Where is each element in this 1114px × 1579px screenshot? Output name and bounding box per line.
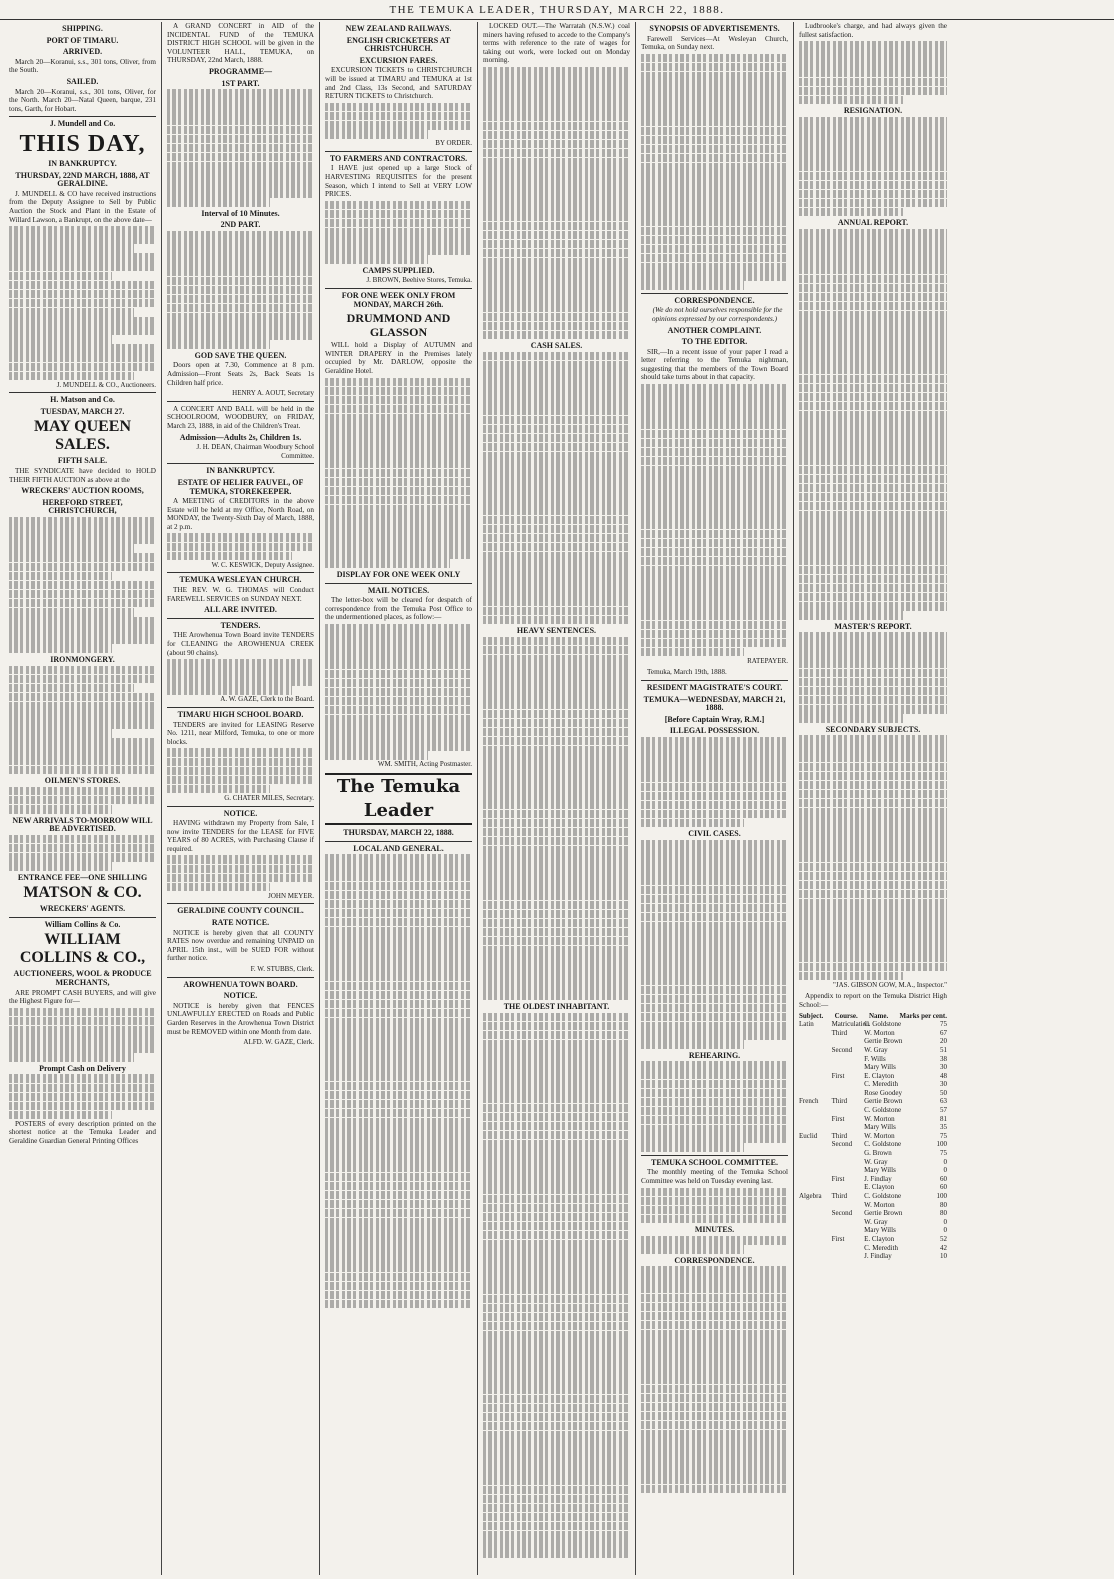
- table-row: [799, 1235, 947, 1244]
- oldest-inhabitant: THE OLDEST INHABITANT.: [503, 1002, 610, 1012]
- cell-subject: [799, 1218, 832, 1227]
- cell-course: [832, 1201, 865, 1210]
- cell-course: First: [831, 1234, 845, 1243]
- notice-text: HAVING withdrawn my Property from Sale, I now invite TENDERS for the LEASE for FIVE YEARS of 80 ACRES, with Purchasing Clause if required.: [167, 819, 314, 853]
- cell-name: W. Gray: [864, 1157, 888, 1166]
- column-3: [320, 22, 478, 1575]
- cell-subject: [799, 1106, 832, 1115]
- one-week-heading: FOR ONE WEEK ONLY FROM MONDAY, MARCH 26th.: [341, 291, 456, 309]
- cell-course: Second: [831, 1140, 853, 1149]
- arowhenua-heading: AROWHENUA TOWN BOARD.: [183, 979, 298, 989]
- drummond-text: WILL hold a Display of AUTUMN and WINTER DRAPERY in the Premises lately occupied by Mr. DARLOW, opposite the Geraldine Hotel.: [325, 341, 472, 375]
- table-row: [799, 1055, 947, 1064]
- cell-name: Gertie Brown: [864, 1037, 903, 1046]
- railways-heading: NEW ZEALAND RAILWAYS.: [345, 24, 452, 33]
- illegal-possession: ILLEGAL POSSESSION.: [669, 726, 760, 736]
- geraldine-heading: GERALDINE COUNTY COUNCIL.: [177, 906, 304, 916]
- cell-course: [832, 1055, 865, 1064]
- marks-table: [799, 1020, 947, 1261]
- cell-marks: 80: [940, 1209, 947, 1218]
- cell-marks: 100: [936, 1140, 947, 1149]
- cell-subject: [799, 1089, 832, 1098]
- notice-heading: NOTICE.: [223, 808, 258, 818]
- notice2-heading: NOTICE.: [223, 991, 258, 1001]
- arrived-text: March 20—Koranui, s.s., 301 tons, Oliver, from the South.: [9, 57, 156, 75]
- cell-marks: 60: [940, 1174, 947, 1183]
- correspondence2-heading: CORRESPONDENCE.: [674, 1255, 755, 1265]
- cell-subject: [799, 1072, 832, 1081]
- collins-firm: William Collins & Co.: [44, 919, 121, 929]
- cell-marks: 50: [940, 1088, 947, 1097]
- mail-text: The letter-box will be cleared for despatch of correspondence from the Temuka Post Office to the undermentioned places, as follow:—: [325, 596, 472, 622]
- cell-course: Third: [831, 1097, 848, 1106]
- table-row: [799, 1029, 947, 1038]
- cell-course: Third: [831, 1131, 848, 1140]
- cell-subject: Latin: [799, 1020, 814, 1029]
- cell-marks: 75: [940, 1149, 947, 1158]
- cell-subject: [799, 1029, 832, 1038]
- column-1: [4, 22, 162, 1575]
- court-heading: RESIDENT MAGISTRATE'S COURT.: [646, 683, 783, 693]
- cell-marks: 42: [940, 1243, 947, 1252]
- cricketers-heading: ENGLISH CRICKETERS AT CHRISTCHURCH.: [346, 35, 451, 54]
- matson-heading: MATSON & CO.: [23, 884, 142, 902]
- cell-name: Gertie Brown: [864, 1209, 903, 1218]
- cell-marks: 100: [936, 1192, 947, 1200]
- table-row: [799, 1072, 947, 1081]
- another-complaint: ANOTHER COMPLAINT.: [667, 325, 762, 335]
- interval: Interval of 10 Minutes.: [201, 208, 280, 218]
- cell-name: Mary Wills: [864, 1166, 896, 1175]
- cell-marks: 20: [940, 1037, 947, 1046]
- table-row: [799, 1226, 947, 1235]
- cell-marks: 52: [940, 1234, 947, 1243]
- cell-marks: 67: [940, 1028, 947, 1037]
- table-row: [799, 1175, 947, 1184]
- cell-name: W. Gray: [864, 1045, 888, 1054]
- table-row: [799, 1149, 947, 1158]
- cell-course: [832, 1037, 865, 1046]
- cell-name: W. Morton: [864, 1114, 895, 1123]
- cell-name: F. Wills: [864, 1054, 886, 1063]
- woodbury-admission: Admission—Adults 2s, Children 1s.: [179, 432, 302, 442]
- cell-course: [832, 1158, 865, 1167]
- first-part: 1ST PART.: [221, 78, 260, 88]
- wesleyan-heading: TEMUKA WESLEYAN CHURCH.: [179, 575, 302, 585]
- local-general-heading: LOCAL AND GENERAL.: [353, 843, 444, 853]
- school-committee-text: The monthly meeting of the Temuka School Committee was held on Tuesday evening last.: [641, 1168, 788, 1185]
- cell-name: C. Goldstone: [864, 1020, 902, 1029]
- annual-report-heading: ANNUAL REPORT.: [837, 218, 909, 228]
- cell-course: [832, 1123, 865, 1132]
- cell-subject: [799, 1209, 832, 1218]
- cell-name: E. Clayton: [864, 1071, 895, 1080]
- entrance-fee: ENTRANCE FEE—ONE SHILLING: [17, 872, 148, 882]
- cell-subject: [799, 1037, 832, 1046]
- bankruptcy2-heading: IN BANKRUPTCY.: [206, 466, 275, 476]
- cell-marks: 10: [940, 1252, 947, 1261]
- cell-course: [832, 1063, 865, 1072]
- cell-marks: 63: [940, 1097, 947, 1106]
- masthead: THE TEMUKA LEADER, THURSDAY, MARCH 22, 1888.: [0, 0, 1114, 20]
- fifth-sale: FIFTH SALE.: [57, 456, 108, 466]
- cell-subject: [799, 1115, 832, 1124]
- cell-subject: [799, 1046, 832, 1055]
- collins-heading: WILLIAM COLLINS & CO.,: [19, 931, 146, 967]
- cell-name: W. Morton: [864, 1028, 895, 1037]
- cell-name: G. Brown: [864, 1149, 892, 1158]
- correspondence-note: (We do not hold ourselves responsible for the opinions expressed by our correspondents.): [651, 306, 783, 323]
- table-row: [799, 1037, 947, 1046]
- wesleyan-text: THE REV. W. G. THOMAS will Conduct FAREWELL SERVICES on SUNDAY NEXT.: [167, 585, 314, 603]
- letter-text: SIR,—In a recent issue of your paper I read a letter referring to the Temuka nightman, suggesting that the members of the Town Board should take turns about in that capacity.: [641, 347, 788, 382]
- cell-marks: 60: [940, 1183, 947, 1192]
- appendix-text: Appendix to report on the Temuka District High School:—: [799, 992, 947, 1009]
- wreckers-agents: WRECKERS' AGENTS.: [39, 904, 126, 914]
- cell-marks: 57: [940, 1106, 947, 1115]
- to-editor: TO THE EDITOR.: [681, 337, 748, 347]
- locked-out-text: LOCKED OUT.—The Warratah (N.S.W.) coal miners having refused to accede to the Company's terms with reference to the rate of wages for taking out work, were locked out on Monday morning.: [483, 22, 630, 65]
- second-part: 2ND PART.: [220, 220, 261, 230]
- header-subject: Subject.: [799, 1011, 824, 1020]
- cell-name: C. Meredith: [864, 1243, 898, 1252]
- doors-text: Doors open at 7.30, Commence at 8 p.m. Admission—Front Seats 2s, Back Seats 1s Children half price.: [167, 361, 314, 387]
- keswick-signature: W. C. KESWICK, Deputy Assignee.: [211, 560, 314, 569]
- correspondence-heading: CORRESPONDENCE.: [674, 295, 755, 305]
- concert-text: A GRAND CONCERT in AID of the INCIDENTAL FUND of the TEMUKA DISTRICT HIGH SCHOOL will be given in the VOLUNTEER HALL, TEMUKA, on THURSDAY, 22nd March, 1888.: [167, 22, 314, 65]
- paper-date: THURSDAY, MARCH 22, 1888.: [343, 828, 454, 838]
- column-4: [478, 22, 636, 1575]
- brown-signature: J. BROWN, Beehive Stores, Temuka.: [366, 276, 472, 285]
- cell-course: [832, 1244, 865, 1253]
- cell-name: W. Morton: [864, 1200, 895, 1209]
- synopsis-text: Farewell Services—At Wesleyan Church, Temuka, on Sunday next.: [641, 34, 788, 52]
- opening-text: Ludbrooke's charge, and had always given the fullest satisfaction.: [799, 22, 947, 39]
- tenders-text: THE Arowhenua Town Board invite TENDERS for CLEANING the AROWHENUA CREEK (about 90 chains).: [167, 631, 314, 657]
- cell-marks: 80: [940, 1200, 947, 1209]
- resignation-heading: RESIGNATION.: [843, 106, 903, 116]
- table-row: [799, 1158, 947, 1167]
- woodbury-text: A CONCERT AND BALL will be held in the SCHOOLROOM, WOODBURY, on FRIDAY, March 23, 1888, in aid of the Children's Treat.: [167, 404, 314, 430]
- marks-table-header: [799, 1012, 947, 1021]
- table-row: [799, 1166, 947, 1175]
- dean-signature: J. H. DEAN, Chairman Woodbury School Committee.: [196, 443, 314, 460]
- excursion-heading: EXCURSION FARES.: [359, 55, 438, 65]
- cell-subject: Algebra: [799, 1192, 822, 1200]
- table-row: [799, 1244, 947, 1253]
- auction-text: J. MUNDELL & CO have received instructions from the Deputy Assignee to Sell by Public Auction the Stock and Plant in the Estate of Willard Lawson, a Bankrupt, on the above date—: [9, 189, 156, 224]
- table-row: [799, 1192, 947, 1201]
- miles-signature: G. CHATER MILES, Secretary.: [224, 793, 314, 802]
- cell-name: Mary Wills: [864, 1063, 896, 1072]
- table-row: [799, 1046, 947, 1055]
- arrivals-heading: NEW ARRIVALS TO-MORROW WILL BE ADVERTISED.: [12, 815, 153, 834]
- cash-sales: CASH SALES.: [530, 341, 583, 351]
- cell-course: First: [831, 1114, 845, 1123]
- farmers-heading: TO FARMERS AND CONTRACTORS.: [329, 153, 468, 163]
- gaze-signature: A. W. GAZE, Clerk to the Board.: [220, 695, 314, 704]
- cell-course: [832, 1080, 865, 1089]
- cell-subject: [799, 1055, 832, 1064]
- table-row: [799, 1201, 947, 1210]
- cell-name: J. Findlay: [864, 1252, 892, 1261]
- table-row: [799, 1089, 947, 1098]
- cell-marks: 0: [943, 1157, 947, 1166]
- cell-marks: 35: [940, 1123, 947, 1132]
- table-row: [799, 1080, 947, 1089]
- cell-marks: 30: [940, 1063, 947, 1072]
- cell-subject: [799, 1244, 832, 1253]
- cell-name: C. Goldstone: [864, 1106, 902, 1115]
- cell-subject: [799, 1175, 832, 1184]
- cell-course: Second: [831, 1045, 853, 1054]
- table-row: [799, 1140, 947, 1149]
- header-marks: Marks per cent.: [899, 1011, 947, 1020]
- shipping-heading: SHIPPING.: [62, 24, 103, 33]
- court-date: TEMUKA—WEDNESDAY, MARCH 21, 1888.: [643, 694, 786, 713]
- this-day-heading: THIS DAY,: [19, 130, 146, 157]
- stubbs-signature: F. W. STUBBS, Clerk.: [250, 965, 314, 973]
- cell-course: [832, 1252, 865, 1261]
- collins-sub: AUCTIONEERS, WOOL & PRODUCE MERCHANTS,: [13, 969, 152, 987]
- cell-name: C. Meredith: [864, 1080, 898, 1089]
- cell-course: Second: [831, 1209, 853, 1218]
- estate-heading: ESTATE OF HELIER FAUVEL, OF TEMUKA, STOREKEEPER.: [177, 477, 304, 496]
- cell-name: Rose Goodey: [864, 1088, 903, 1097]
- cell-name: Mary Wills: [864, 1123, 896, 1132]
- cell-subject: [799, 1063, 832, 1072]
- display-heading: DISPLAY FOR ONE WEEK ONLY: [336, 570, 461, 580]
- cell-subject: [799, 1158, 832, 1167]
- cell-subject: [799, 1080, 832, 1089]
- cell-marks: 0: [943, 1226, 947, 1235]
- cell-name: E. Clayton: [864, 1234, 895, 1243]
- port-heading: PORT OF TIMARU.: [46, 35, 119, 45]
- drummond-heading: DRUMMOND AND GLASSON: [346, 311, 451, 340]
- by-order: BY ORDER.: [435, 139, 472, 148]
- table-row: [799, 1097, 947, 1106]
- cell-name: W. Gray: [864, 1217, 888, 1226]
- cell-marks: 38: [940, 1054, 947, 1063]
- cell-course: First: [831, 1071, 845, 1080]
- cell-course: [832, 1166, 865, 1175]
- highschool-text: TENDERS are invited for LEASING Reserve No. 1211, near Milford, Temuka, to one or more blocks.: [167, 720, 314, 746]
- cell-subject: [799, 1149, 832, 1158]
- cell-subject: [799, 1252, 832, 1261]
- rehearing-heading: REHEARING.: [688, 1050, 741, 1060]
- ironmongery-heading: IRONMONGERY.: [50, 654, 115, 664]
- all-invited: ALL ARE INVITED.: [204, 605, 277, 615]
- cell-subject: [799, 1123, 832, 1132]
- cell-marks: 75: [940, 1020, 947, 1029]
- delivery-heading: Prompt Cash on Delivery: [39, 1063, 126, 1073]
- newspaper-columns: [4, 22, 1110, 1575]
- meyer-signature: JOHN MEYER.: [268, 891, 314, 900]
- cell-name: W. Morton: [864, 1131, 895, 1140]
- cell-name: C. Goldstone: [864, 1192, 902, 1200]
- syndicate-text: THE SYNDICATE have decided to HOLD THEIR FIFTH AUCTION as above at the: [9, 467, 156, 484]
- table-row: [799, 1123, 947, 1132]
- matson-firm: H. Matson and Co.: [50, 395, 115, 405]
- cell-course: Third: [831, 1192, 848, 1200]
- column-2: [162, 22, 320, 1575]
- table-row: [799, 1252, 947, 1261]
- cell-marks: 0: [943, 1166, 947, 1175]
- cell-subject: French: [799, 1097, 819, 1106]
- cell-subject: [799, 1166, 832, 1175]
- table-row: [799, 1115, 947, 1124]
- cell-name: Gertie Brown: [864, 1097, 903, 1106]
- bankruptcy-heading: IN BANKRUPTCY.: [48, 158, 117, 168]
- cell-subject: [799, 1140, 832, 1149]
- cell-marks: 0: [943, 1217, 947, 1226]
- masters-report-heading: MASTER'S REPORT.: [834, 621, 912, 631]
- cell-marks: 51: [940, 1045, 947, 1054]
- letter-date: Temuka, March 19th, 1888.: [647, 668, 727, 677]
- gaze2-signature: ALFD. W. GAZE, Clerk.: [243, 1038, 314, 1047]
- header-name: Name.: [868, 1011, 889, 1020]
- posters-text: POSTERS of every description printed on the shortest notice at the Temuka Leader and Geraldine Guardian General Printing Offices: [9, 1119, 156, 1146]
- cell-marks: 48: [940, 1071, 947, 1080]
- mundell-firm: J. Mundell and Co.: [49, 119, 116, 129]
- cell-marks: 75: [940, 1131, 947, 1140]
- cell-subject: [799, 1226, 832, 1235]
- cell-name: Mary Wills: [864, 1226, 896, 1235]
- may-queen-heading: MAY QUEEN SALES.: [33, 418, 132, 454]
- tenders-heading: TENDERS.: [220, 620, 261, 630]
- paper-title: The Temuka Leader: [325, 773, 472, 825]
- header-course: Course.: [834, 1011, 858, 1020]
- column-5: [636, 22, 794, 1575]
- wreckers-rooms: WRECKERS' AUCTION ROOMS,: [21, 486, 144, 496]
- auction-date: THURSDAY, 22ND MARCH, 1888, AT GERALDINE.: [15, 170, 150, 189]
- cell-course: [832, 1226, 865, 1235]
- gow-signature: "JAS. GIBSON GOW, M.A., Inspector.": [833, 980, 947, 989]
- mail-heading: MAIL NOTICES.: [367, 585, 430, 595]
- table-row: [799, 1106, 947, 1115]
- table-row: [799, 1209, 947, 1218]
- cell-marks: 81: [940, 1114, 947, 1123]
- cell-course: First: [831, 1174, 845, 1183]
- cell-course: [832, 1218, 865, 1227]
- cell-subject: [799, 1183, 832, 1192]
- excursion-text: EXCURSION TICKETS to CHRISTCHURCH will be issued at TIMARU and TEMUKA at 1st and 2nd Class, 13s Second, and SATURDAY RETURN TICKETS to Christchurch.: [325, 66, 472, 101]
- table-row: [799, 1020, 947, 1029]
- cell-name: C. Goldstone: [864, 1140, 902, 1149]
- highschool-heading: TIMARU HIGH SCHOOL BOARD.: [177, 710, 304, 720]
- heavy-sentences: HEAVY SENTENCES.: [516, 626, 597, 636]
- cell-course: [832, 1149, 865, 1158]
- tuesday-heading: TUESDAY, MARCH 27.: [40, 406, 125, 416]
- arrived-heading: ARRIVED.: [62, 47, 103, 57]
- cell-subject: Euclid: [799, 1131, 818, 1140]
- camps-heading: CAMPS SUPPLIED.: [362, 265, 435, 275]
- oilmen-heading: OILMEN'S STORES.: [44, 776, 121, 786]
- civil-cases: CIVIL CASES.: [688, 829, 741, 839]
- cell-name: E. Clayton: [864, 1183, 895, 1192]
- cell-name: J. Findlay: [864, 1174, 892, 1183]
- creditors-text: A MEETING of CREDITORS in the above Estate will be held at my Office, North Road, on MONDAY, the Twenty-Sixth Day of March, 1888, at 2 p.m.: [167, 497, 314, 531]
- rate-text: NOTICE is hereby given that all COUNTY RATES now overdue and remaining UNPAID on APRIL 15th inst., will be SUED FOR without further notice.: [167, 928, 314, 963]
- cell-course: Matriculation: [831, 1020, 870, 1029]
- cell-course: [832, 1089, 865, 1098]
- school-committee-heading: TEMUKA SCHOOL COMMITTEE.: [651, 1157, 778, 1167]
- sailed-text: March 20—Koranui, s.s., 301 tons, Oliver, for the North. March 20—Natal Queen, barque, 231 tons, Garth, for Hobart.: [9, 87, 156, 113]
- minutes-heading: MINUTES.: [694, 1225, 735, 1235]
- cell-subject: [799, 1201, 832, 1210]
- secondary-subjects-heading: SECONDARY SUBJECTS.: [825, 724, 921, 734]
- hereford-street: HEREFORD STREET, CHRISTCHURCH,: [42, 497, 123, 516]
- rate-heading: RATE NOTICE.: [211, 918, 270, 928]
- ratepayer-signature: RATEPAYER.: [747, 656, 788, 665]
- table-row: [799, 1132, 947, 1141]
- farmers-text: I HAVE just opened up a large Stock of HARVESTING REQUISITES for the present Season, which I intend to Sell at VERY LOW PRICES.: [325, 164, 472, 199]
- god-save-queen: GOD SAVE THE QUEEN.: [194, 350, 287, 360]
- sailed-heading: SAILED.: [66, 76, 99, 86]
- cell-course: Third: [831, 1028, 848, 1037]
- table-row: [799, 1218, 947, 1227]
- cell-course: [832, 1106, 865, 1115]
- aoust-signature: HENRY A. AOUT, Secretary: [232, 389, 314, 398]
- cell-subject: [799, 1235, 832, 1244]
- cell-marks: 30: [940, 1080, 947, 1089]
- programme-heading: PROGRAMME—: [208, 66, 273, 76]
- column-6: [794, 22, 952, 1575]
- cell-course: [832, 1183, 865, 1192]
- notice2-text: NOTICE is hereby given that FENCES UNLAWFULLY ERECTED on Roads and Public Garden Reserves in the Arowhenua Town District must be REMOVED within one Month from date.: [167, 1001, 314, 1036]
- table-row: [799, 1063, 947, 1072]
- table-row: [799, 1183, 947, 1192]
- court-before: [Before Captain Wray, R.M.]: [664, 714, 765, 724]
- mundell-signature: J. MUNDELL & CO., Auctioneers.: [56, 380, 156, 389]
- buyers-text: ARE PROMPT CASH BUYERS, and will give the Highest Figure for—: [9, 988, 156, 1006]
- smith-signature: WM. SMITH, Acting Postmaster.: [377, 760, 472, 769]
- synopsis-heading: SYNOPSIS OF ADVERTISEMENTS.: [649, 24, 780, 33]
